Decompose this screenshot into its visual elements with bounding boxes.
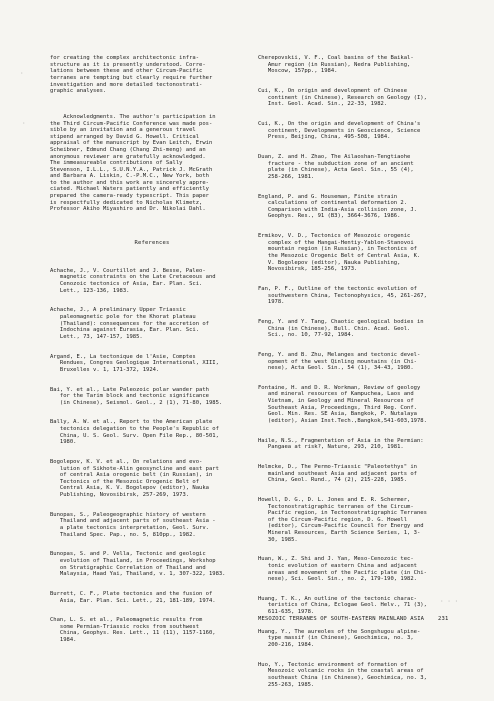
margin-mark: · — [22, 120, 26, 127]
references-heading: References — [134, 240, 170, 247]
acknowledgments-paragraph: Acknowledgments. The author's participation in the Third Circum-Pacific Conference was made pos- sible by an invitation and a generous travel stipend arranged by David G. Howell. Critical appraisal of the manuscript by Evan Leitch, Erwin Scheibner, Edmund Chang (Chang Zhi-meng) and an anonymous reviewer are gratefully acknowledged. The immeasureable contributions of Sally Stevenson, I.L.L., S.U.N.Y.A., Patrick J. McGrath and Barbara A. Liskin, C.-P.M.C., New York, both to the author and this work are sincerely appre- ciated. Michael Waters patiently and efficiently prepared the camera-ready typescript. This paper is respectfully dedicated to Nicholas Klimetz, Professor Akiho Miyashiro and Dr. Nikolai Dahl. — [50, 113, 216, 213]
reference-entry: Feng, Y. and Y. Tang, Chaotic geological bodies in China (in Chinese), Bull. Chin. Acad. Geol. Sci., no. 10, 77-92, 1984. — [258, 318, 424, 339]
reference-entry: Fan, P. F., Outline of the tectonic evolution of southwestern China, Tectonophysics, 45, 261-267, 1978. — [258, 285, 427, 306]
reference-entry: Bunopas, S. and P. Vella, Tectonic and geologic evolution of Thailand, in Proceedings, Workshop on Stratigraphic Correlation of Thailand and Malaysia, Haad Yai, Thailand, v. 1, 307-322, 1983. — [50, 551, 226, 578]
reference-entry: Cui, K., On origin and development of Chinese continent (in Chinese), Research on Geology (I), Inst. Geol. Acad. Sin., 22-33, 1982. — [258, 88, 427, 108]
reference-entry: Haile, N.S., Fragmentation of Asia in the Permian: Pangaea at risk?, Nature, 293, 210, 1981. — [258, 437, 424, 451]
margin-mark: · · · — [440, 598, 459, 605]
reference-entry: Huo, Y., Tectonic environment of formation of Mesozoic volcanic rocks in the coastal areas of southeast China (in Chinese), Geochimica, no. 3, 255-263, 1985. — [258, 661, 427, 688]
reference-entry: Duan, Z. and H. Zhao, The Ailaoshan-Tengtiaohe fracture - the subduction zone of an ancient plate (in Chinese), Acta Geol. Sin., 55 (4), 258-266, 1981. — [258, 154, 414, 180]
running-head: MESOZOIC TERRANES OF SOUTH-EASTERN MAINLAND ASIA — [258, 616, 425, 622]
reference-entry: Argand, E., La tectonique de l'Asie, Comptes Rendues, Congres Geologique International, XIII, Bruxelles v. 1, 171-372, 1924. — [50, 353, 219, 373]
page-number: 231 — [438, 616, 449, 622]
right-column — [258, 42, 478, 701]
reference-entry: England, P. and G. Houseman, Finite strain calculations of continental deformation 2. Comparison with India-Asia collision zone, J. Geophys. Res., 91 (B3), 3664-3676, 1986. — [258, 193, 417, 220]
reference-entry: Bai, Y. et al., Late Paleozoic polar wander path for the Tarim block and tectonic significance (in Chinese), Seismol. Geol., 2 (1), 71-80, 1985. — [50, 386, 223, 406]
reference-entry: Bogolepov, K. V. et al., On relations and evo- lution of Sikhote-Alin geosyncline and east part of central Asia orogenic belt (in Russian), in Tectonics of the Mesozoic Orogenic Belt of Central Asia, K. V. Bogolepov (editor), Nauka Publishing, Novosibirsk, 257-269, 1973. — [50, 459, 219, 498]
reference-entry: Helmcke, D., The Permo-Triassic "Paleotethys" in mainland southeast Asia and adjacent parts of China, Geol. Rund., 74 (2), 215-228, 1985. — [258, 464, 417, 484]
reference-entry: Ermikov, V. D., Tectonics of Mesozoic orogenic complex of the Hangai-Hentiy-Yablon-Stanovoi mountain region (in Russian), in Tectonics of the Mesozoic Orogenic Belt of Central Asia, K. V. Bogolepov (editor), Nauka Publishing, Novosibirsk, 185-256, 1973. — [258, 233, 421, 273]
reference-entry: Achache, J., V. Courtillot and J. Besse, Paleo- magnetic constraints on the Late Cretaceous and Cenozoic tectonics of Asia, Ear. Plan. Sci. Lett., 123-136, 1983. — [50, 267, 216, 294]
reference-entry: Chan, L. S. et al., Paleomagnetic results from some Permian-Triassic rocks from southwest China, Geophys. Res. Lett., 11 (11), 1157-1160, 1984. — [50, 617, 216, 644]
page-footer — [258, 616, 448, 622]
reference-entry: Bunopas, S., Paleogeographic history of western Thailand and adjacent parts of southeast Asia - a plate tectonics interpretation, Geol. Surv. Thailand Spec. Pap., no. 5, 810pp., 1982. — [50, 511, 216, 538]
left-column — [50, 42, 254, 657]
reference-entry: Bally, A. W. et al., Report to the American plate tectonics delegation to the People's Republic of China, U. S. Geol. Surv. Open File Rep., 80-501, 1980. — [50, 419, 219, 446]
reference-entry: Huang, Y., The aureoles of the Songshugou alpine- type massif (in Chinese), Geochimica, no. 3, 200-216, 1984. — [258, 628, 421, 649]
margin-mark: · — [20, 70, 24, 77]
reference-entry: Cui, K., On the origin and development of China's continent, Developments in Geoscience, Science Press, Beijing, China, 495-508, 1984. — [258, 121, 421, 141]
reference-entry: Fontaine, H. and D. R. Workman, Review of geology and mineral resources of Kampuchea, Laos and Vietnam, in Geology and Mineral Resources of Southeast Asia, Proceedings, Third Reg. Conf. Geol. Min. Res. SE Asia, Bangkok, P. Nutalaya (editor), Asian Inst.Tech.,Bangkok,541-603,1978. — [258, 384, 427, 424]
reference-entry: Huan, W., Z. Shi and J. Yan, Meso-Cenozoic tec- tonic evolution of eastern China and adjacent areas and movement of the Pacific plate (in Chi- nese), Sci. Geol. Sin., no. 2, 179-190, 1982. — [258, 556, 427, 583]
reference-entry: Feng, Y. and B. Zhu, Melanges and tectonic devel- opment of the west Qinling mountains (in Chi- nese), Acta Geol. Sin., 54 (1), 34-43, 1980. — [258, 351, 421, 372]
reference-entry: Burrett, C. F., Plate tectonics and the fusion of Asia, Ear. Plan. Sci. Lett., 21, 181-189, 1974. — [50, 590, 216, 604]
intro-paragraph: for creating the complex architectonic infra- structure as it is presently understood. Corre- lations between these and other Circum-Pacific terranes are tempting but clearly require further investigation and more detailed tectonostrati- graphic analyses. — [50, 55, 213, 95]
reference-entry: Huang, T. K., An outline of the tectonic charac- teristics of China, Eclogae Geol. Helv., 71 (3), 611-635, 1978. — [258, 595, 427, 616]
reference-entry: Howell, D. G., D. L. Jones and E. R. Schermer, Tectonostratigraphic terranes of the Circum- Pacific region, in Tectonostratigraphic Terranes of the Circum-Pacific region, D. G. Howell (editor), Circum-Pacific Council for Energy and Mineral Resources, Earth Science Series, 1, 3- 30, 1985. — [258, 496, 427, 543]
reference-entry: Cherepovskii, V. F., Coal basins of the Baikal- Amur region (in Russian), Nedra Publishing, Moscow, 157pp., 1984. — [258, 55, 414, 75]
reference-entry: Achache, J., A preliminary Upper Triassic paleomagnetic pole for the Khorat plateau (Thailand): consequences for the accretion of Indochina against Eurasia, Ear. Plan. Sci. Lett., 73, 147-157, 1985. — [50, 307, 209, 340]
